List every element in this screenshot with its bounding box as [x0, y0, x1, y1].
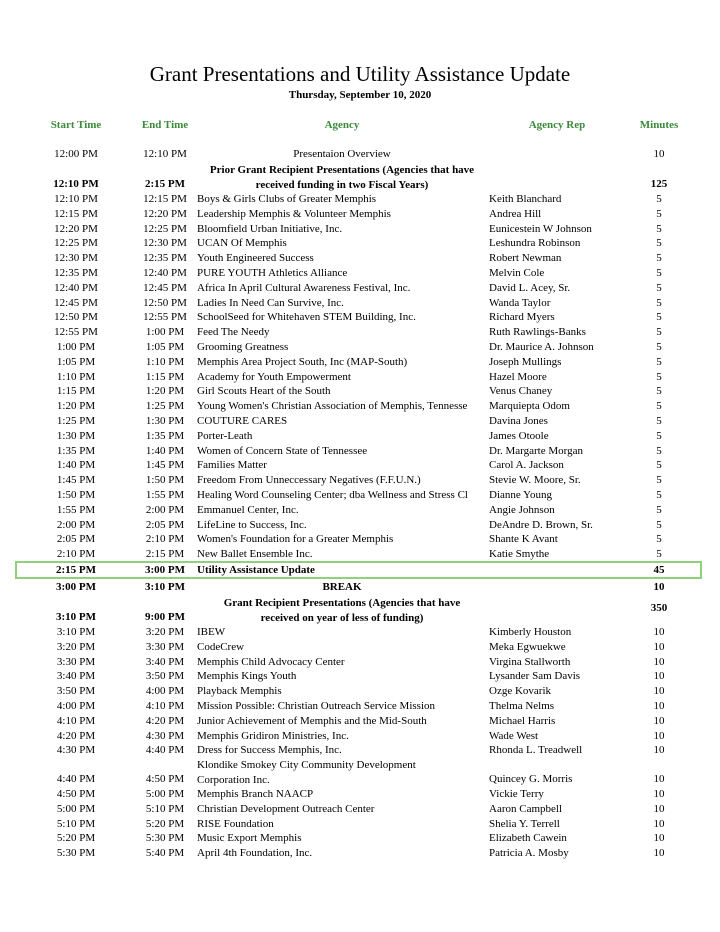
agency: Bloomfield Urban Initiative, Inc.: [197, 222, 343, 235]
start-time: 12:40 PM: [54, 281, 98, 294]
start-time: 12:15 PM: [54, 207, 98, 220]
agency-rep: Robert Newman: [489, 252, 562, 265]
agency-rep: Davina Jones: [489, 415, 548, 427]
agency: Memphis Child Advocacy Center: [197, 655, 345, 668]
agency-rep: James Otoole: [489, 429, 549, 442]
table-row-overview: [0, 148, 720, 163]
agency: COUTURE CARES: [197, 415, 288, 427]
start-time: 5:10 PM: [56, 817, 96, 830]
start-time: 2:00 PM: [56, 518, 96, 531]
header-agency-rep: Agency Rep: [528, 119, 586, 131]
agency: Mission Possible: Christian Outreach Service Mission: [197, 700, 436, 712]
start-time: 12:20 PM: [54, 222, 98, 235]
end-time: 2:15 PM: [145, 548, 185, 561]
start-time: 3:20 PM: [56, 640, 96, 653]
minutes: 10: [653, 670, 665, 683]
table-row: [0, 519, 720, 534]
agency-rep: Richard Myers: [489, 311, 555, 324]
end-time: 1:40 PM: [145, 444, 185, 457]
start-time: 1:15 PM: [56, 385, 96, 398]
start-time: 4:10 PM: [56, 714, 96, 727]
agency-rep: DeAndre D. Brown, Sr.: [489, 518, 593, 531]
table-row: [0, 356, 720, 371]
minutes: 350: [650, 602, 668, 614]
end-time: 5:10 PM: [145, 802, 185, 815]
table-row: [0, 371, 720, 386]
page-subtitle: Thursday, September 10, 2020: [288, 89, 432, 101]
minutes: 5: [656, 237, 662, 250]
section-2-heading-line2: received on year of less of funding): [260, 612, 424, 624]
agency-line1: Klondike Smokey City Community Development: [197, 759, 416, 771]
agency-rep: Venus Chaney: [489, 385, 553, 398]
agency: Memphis Branch NAACP: [197, 788, 314, 800]
end-time: 12:30 PM: [143, 237, 187, 250]
agency: PURE YOUTH Athletics Alliance: [197, 267, 348, 279]
table-row: [0, 267, 720, 282]
end-time: 4:30 PM: [145, 729, 185, 742]
end-time: 1:50 PM: [145, 474, 185, 487]
minutes: 5: [656, 252, 662, 265]
minutes: 5: [656, 341, 662, 353]
start-time: 12:50 PM: [54, 311, 98, 324]
agency: Porter-Leath: [197, 429, 253, 442]
table-row: [0, 788, 720, 803]
agency: Freedom From Unneccessary Negatives (F.F.U.N.): [197, 474, 421, 487]
table-row: [0, 803, 720, 818]
start-time: 3:10 PM: [55, 611, 96, 623]
end-time: 2:15 PM: [144, 178, 185, 190]
minutes: 10: [653, 773, 665, 785]
end-time: 5:00 PM: [145, 788, 185, 800]
agency: New Ballet Ensemble Inc.: [197, 548, 313, 561]
end-time: 4:40 PM: [145, 744, 185, 757]
agency: LifeLine to Success, Inc.: [197, 518, 307, 531]
minutes: 10: [653, 685, 665, 698]
agency: Presentaion Overview: [293, 148, 391, 160]
agency-rep: Angie Johnson: [489, 503, 555, 516]
agency-rep: Stevie W. Moore, Sr.: [489, 474, 581, 487]
agency: UCAN Of Memphis: [197, 237, 287, 250]
agency-rep: Aaron Campbell: [489, 802, 563, 815]
agency-rep: Lysander Sam Davis: [489, 670, 581, 683]
end-time: 1:55 PM: [145, 489, 185, 501]
table-row: [0, 730, 720, 745]
start-time: 3:10 PM: [56, 626, 96, 638]
minutes: 10: [653, 729, 665, 742]
agency-rep: Shante K Avant: [489, 533, 558, 546]
agency: Ladies In Need Can Survive, Inc.: [197, 296, 344, 309]
agency-rep: Carol A. Jackson: [489, 459, 564, 472]
table-row: [0, 656, 720, 671]
agency-rep: Meka Egwuekwe: [489, 640, 566, 653]
start-time: 12:35 PM: [54, 267, 98, 279]
minutes: 5: [656, 415, 662, 427]
minutes: 125: [650, 178, 668, 190]
end-time: 1:05 PM: [145, 341, 185, 353]
minutes: 10: [653, 655, 665, 668]
minutes: 10: [653, 714, 665, 727]
end-time: 4:10 PM: [145, 700, 185, 712]
table-row: [0, 297, 720, 312]
minutes: 5: [656, 429, 662, 442]
table-row-break: [0, 581, 720, 596]
section-1-heading-line1: Prior Grant Recipient Presentations (Agencies that have: [209, 164, 475, 176]
end-time: 3:40 PM: [145, 655, 185, 668]
table-row: [0, 252, 720, 267]
table-row: [0, 715, 720, 730]
end-time: 1:10 PM: [145, 355, 185, 368]
table-row: [0, 504, 720, 519]
end-time: 1:25 PM: [145, 400, 185, 413]
end-time: 12:10 PM: [143, 148, 187, 160]
agency: Emmanuel Center, Inc.: [197, 503, 299, 516]
agency: Memphis Gridiron Ministries, Inc.: [197, 729, 349, 742]
agency-rep: Patricia A. Mosby: [489, 847, 569, 860]
start-time: 3:40 PM: [56, 670, 96, 683]
start-time: 1:50 PM: [56, 489, 96, 501]
minutes: 10: [653, 581, 665, 593]
agency-rep: Keith Blanchard: [489, 193, 562, 205]
agency: Women of Concern State of Tennessee: [197, 444, 368, 457]
agency: Families Matter: [197, 459, 267, 472]
start-time: 5:20 PM: [56, 832, 96, 845]
start-time: 4:20 PM: [56, 729, 96, 742]
agency: Young Women's Christian Association of Memphis, Tennesse: [197, 400, 468, 413]
minutes: 5: [656, 444, 662, 457]
table-row: [0, 626, 720, 641]
agency-rep: Hazel Moore: [489, 370, 547, 383]
start-time: 12:55 PM: [54, 326, 98, 339]
minutes: 5: [656, 385, 662, 398]
start-time: 4:30 PM: [56, 744, 96, 757]
minutes: 10: [653, 788, 665, 800]
minutes: 5: [656, 326, 662, 339]
start-time: 3:00 PM: [55, 581, 96, 593]
end-time: 1:30 PM: [145, 415, 185, 427]
table-row-klondike: [0, 773, 720, 788]
minutes: 10: [653, 847, 665, 860]
agency: Africa In April Cultural Awareness Festival, Inc.: [197, 281, 411, 294]
agency: Academy for Youth Empowerment: [197, 370, 351, 383]
header-minutes: Minutes: [639, 119, 679, 131]
table-row: [0, 430, 720, 445]
end-time: 3:30 PM: [145, 640, 185, 653]
start-time: 1:40 PM: [56, 459, 96, 472]
start-time: 5:30 PM: [56, 847, 96, 860]
minutes: 10: [653, 700, 665, 712]
agency-rep: Shelia Y. Terrell: [489, 817, 560, 830]
agency-line2: Corporation Inc.: [197, 774, 270, 786]
agency: Utility Assistance Update: [197, 564, 315, 576]
minutes: 5: [656, 400, 662, 413]
minutes: 5: [656, 267, 662, 279]
start-time: 3:30 PM: [56, 655, 96, 668]
minutes: 5: [656, 355, 662, 368]
agency-rep: Rhonda L. Treadwell: [489, 744, 583, 757]
end-time: 12:20 PM: [143, 207, 187, 220]
end-time: 5:20 PM: [145, 817, 185, 830]
end-time: 1:15 PM: [145, 370, 185, 383]
minutes: 5: [656, 503, 662, 516]
table-row: [0, 685, 720, 700]
agency-rep: Ruth Rawlings-Banks: [489, 326, 586, 339]
start-time: 1:45 PM: [56, 474, 96, 487]
end-time: 4:20 PM: [145, 714, 185, 727]
agency-rep: Kimberly Houston: [489, 626, 572, 638]
table-row: [0, 670, 720, 685]
agency-rep: Melvin Cole: [489, 267, 545, 279]
agency: SchoolSeed for Whitehaven STEM Building, Inc.: [197, 311, 416, 324]
minutes: 10: [653, 817, 665, 830]
minutes: 5: [656, 193, 662, 205]
agency: Boys & Girls Clubs of Greater Memphis: [197, 193, 377, 205]
section-2-heading-line1: Grant Recipient Presentations (Agencies that have: [223, 597, 461, 609]
end-time: 12:45 PM: [143, 281, 187, 294]
agency-rep: Dr. Maurice A. Johnson: [489, 341, 594, 353]
agency: BREAK: [322, 581, 362, 593]
table-row: [0, 459, 720, 474]
agency: Junior Achievement of Memphis and the Mid-South: [197, 714, 427, 727]
table-row: [0, 237, 720, 252]
end-time: 12:50 PM: [143, 296, 187, 309]
start-time: 12:45 PM: [54, 296, 98, 309]
end-time: 12:15 PM: [143, 193, 187, 205]
minutes: 5: [656, 222, 662, 235]
agency: Christian Development Outreach Center: [197, 802, 375, 815]
end-time: 3:50 PM: [145, 670, 185, 683]
agency-rep: Quincey G. Morris: [489, 773, 573, 785]
table-row: [0, 341, 720, 356]
table-row: [0, 832, 720, 847]
table-row: [0, 489, 720, 504]
minutes: 5: [656, 281, 662, 294]
end-time: 1:00 PM: [145, 326, 185, 339]
agency-rep: Thelma Nelms: [489, 700, 555, 712]
end-time: 3:10 PM: [144, 581, 185, 593]
agency: Healing Word Counseling Center; dba Wellness and Stress Cl: [197, 489, 468, 501]
start-time: 5:00 PM: [56, 802, 96, 815]
end-time: 2:00 PM: [145, 503, 185, 516]
table-row: [0, 700, 720, 715]
agency: Playback Memphis: [197, 685, 282, 698]
agency-rep: Leshundra Robinson: [489, 237, 581, 250]
minutes: 5: [656, 518, 662, 531]
agency: Music Export Memphis: [197, 832, 302, 845]
end-time: 1:35 PM: [145, 429, 185, 442]
header-end-time: End Time: [141, 119, 189, 131]
table-row: [0, 474, 720, 489]
agency: Youth Engineered Success: [197, 252, 314, 265]
agency: Leadership Memphis & Volunteer Memphis: [197, 207, 391, 220]
agency: RISE Foundation: [197, 817, 274, 830]
minutes: 5: [656, 311, 662, 324]
minutes: 45: [653, 564, 665, 576]
table-row: [0, 847, 720, 862]
agency-rep: Andrea Hill: [489, 207, 542, 220]
agency: Girl Scouts Heart of the South: [197, 385, 331, 398]
end-time: 12:40 PM: [143, 267, 187, 279]
end-time: 12:25 PM: [143, 222, 187, 235]
agency-rep: Ozge Kovarik: [489, 685, 552, 698]
end-time: 4:00 PM: [145, 685, 185, 698]
minutes: 10: [653, 744, 665, 757]
start-time: 1:25 PM: [56, 415, 96, 427]
section-1-heading-line2: received funding in two Fiscal Years): [255, 179, 429, 191]
start-time: 4:50 PM: [56, 788, 96, 800]
table-row: [0, 533, 720, 548]
table-row: [0, 641, 720, 656]
minutes: 5: [656, 533, 662, 546]
start-time: 12:10 PM: [53, 178, 99, 190]
minutes: 10: [653, 148, 665, 160]
agency-rep: Joseph Mullings: [489, 355, 562, 368]
agency: April 4th Foundation, Inc.: [197, 847, 313, 860]
start-time: 4:00 PM: [56, 700, 96, 712]
agency-rep: Marquiepta Odom: [489, 400, 570, 413]
agency-rep: Dr. Margarte Morgan: [489, 444, 583, 457]
start-time: 4:40 PM: [56, 773, 96, 785]
header-start-time: Start Time: [50, 119, 102, 131]
start-time: 1:30 PM: [56, 429, 96, 442]
start-time: 12:00 PM: [54, 148, 98, 160]
start-time: 12:25 PM: [54, 237, 98, 250]
section-1-row: [0, 178, 720, 193]
agency-rep: Katie Smythe: [489, 548, 550, 561]
agency: Memphis Kings Youth: [197, 670, 297, 683]
page-title: Grant Presentations and Utility Assistance Update: [149, 62, 571, 86]
agency-rep: Elizabeth Cawein: [489, 832, 567, 845]
start-time: 2:05 PM: [56, 533, 96, 546]
table-row: [0, 400, 720, 415]
agency: Women's Foundation for a Greater Memphis: [197, 533, 394, 546]
end-time: 2:05 PM: [145, 518, 185, 531]
agency-rep: Dianne Young: [489, 489, 552, 501]
agency-rep: Virgina Stallworth: [489, 655, 571, 668]
minutes: 5: [656, 370, 662, 383]
minutes: 5: [656, 548, 662, 561]
start-time: 1:35 PM: [56, 444, 96, 457]
table-row-utility: [0, 564, 720, 579]
end-time: 1:45 PM: [145, 459, 185, 472]
table-row: [0, 385, 720, 400]
start-time: 1:10 PM: [56, 370, 96, 383]
agency: Memphis Area Project South, Inc (MAP-South): [197, 355, 408, 368]
start-time: 12:10 PM: [54, 193, 98, 205]
minutes: 10: [653, 640, 665, 653]
minutes: 10: [653, 832, 665, 845]
end-time: 9:00 PM: [144, 611, 185, 623]
start-time: 1:55 PM: [56, 503, 96, 516]
agency: Dress for Success Memphis, Inc.: [197, 744, 342, 757]
end-time: 4:50 PM: [145, 773, 185, 785]
end-time: 5:40 PM: [145, 847, 185, 860]
end-time: 3:20 PM: [145, 626, 185, 638]
agency: Feed The Needy: [197, 326, 270, 339]
start-time: 1:05 PM: [56, 355, 96, 368]
minutes: 5: [656, 296, 662, 309]
end-time: 1:20 PM: [145, 385, 185, 398]
table-row: [0, 445, 720, 460]
table-row: [0, 311, 720, 326]
minutes: 10: [653, 802, 665, 815]
table-row: [0, 326, 720, 341]
table-row: [0, 282, 720, 297]
agency-rep: Wanda Taylor: [489, 296, 551, 309]
table-row: [0, 208, 720, 223]
start-time: 12:30 PM: [54, 252, 98, 265]
start-time: 2:10 PM: [56, 548, 96, 561]
minutes: 5: [656, 459, 662, 472]
table-row: [0, 415, 720, 430]
minutes: 5: [656, 474, 662, 487]
agency-rep: Eunicestein W Johnson: [489, 222, 592, 235]
agency-rep: Vickie Terry: [489, 788, 544, 800]
header-agency: Agency: [324, 119, 360, 131]
section-2-minutes-row: [0, 602, 720, 617]
table-row: [0, 223, 720, 238]
end-time: 12:35 PM: [143, 252, 187, 265]
minutes: 5: [656, 489, 662, 501]
table-row: [0, 818, 720, 833]
agency: CodeCrew: [197, 640, 245, 653]
agency-rep: David L. Acey, Sr.: [489, 281, 571, 294]
start-time: 1:20 PM: [56, 400, 96, 413]
agency: Grooming Greatness: [197, 341, 289, 353]
start-time: 2:15 PM: [55, 564, 96, 576]
start-time: 3:50 PM: [56, 685, 96, 698]
agency: IBEW: [197, 626, 226, 638]
start-time: 1:00 PM: [56, 341, 96, 353]
agency-rep: Wade West: [489, 729, 539, 742]
minutes: 5: [656, 207, 662, 220]
minutes: 10: [653, 626, 665, 638]
agency-rep: Michael Harris: [489, 714, 556, 727]
table-row: [0, 193, 720, 208]
end-time: 12:55 PM: [143, 311, 187, 324]
end-time: 3:00 PM: [144, 564, 185, 576]
end-time: 2:10 PM: [145, 533, 185, 546]
end-time: 5:30 PM: [145, 832, 185, 845]
